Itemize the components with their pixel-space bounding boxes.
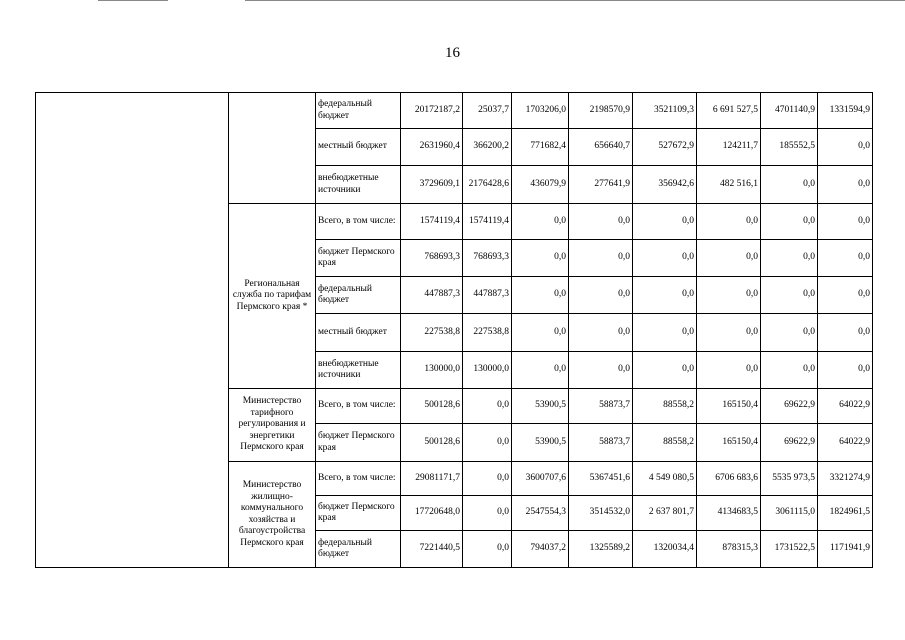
year-amount-cell: 0,0 [697,240,761,277]
table-row [36,93,873,129]
year-amount-cell: 436079,9 [512,166,569,204]
year-amount-cell: 0,0 [569,204,633,240]
funding-source-cell: внебюджетные источники [316,166,401,204]
year-amount-cell: 1574119,4 [463,204,512,240]
funding-source-cell: бюджет Пермского края [316,496,401,531]
funding-source-cell: бюджет Пермского края [316,240,401,277]
year-amount-cell: 58873,7 [569,424,633,462]
year-amount-cell: 527672,9 [633,129,697,166]
year-amount-cell: 88558,2 [633,424,697,462]
year-amount-cell: 878315,3 [697,531,761,568]
total-amount-cell: 29081171,7 [401,462,463,496]
year-amount-cell: 3321274,9 [818,462,873,496]
year-amount-cell: 0,0 [569,314,633,352]
year-amount-cell: 185552,5 [761,129,818,166]
year-amount-cell: 1703206,0 [512,93,569,129]
year-amount-cell: 0,0 [818,204,873,240]
year-amount-cell: 0,0 [818,166,873,204]
year-amount-cell: 1824961,5 [818,496,873,531]
year-amount-cell: 0,0 [569,240,633,277]
year-amount-cell: 5367451,6 [569,462,633,496]
year-amount-cell: 794037,2 [512,531,569,568]
year-amount-cell: 0,0 [512,352,569,389]
year-amount-cell: 3600707,6 [512,462,569,496]
year-amount-cell: 0,0 [512,240,569,277]
year-amount-cell: 768693,3 [463,240,512,277]
year-amount-cell: 0,0 [633,314,697,352]
year-amount-cell: 6706 683,6 [697,462,761,496]
year-amount-cell: 69622,9 [761,389,818,424]
year-amount-cell: 0,0 [569,352,633,389]
budget-table [35,92,873,568]
year-amount-cell: 0,0 [463,424,512,462]
year-amount-cell: 0,0 [463,389,512,424]
scan-top-line-right [245,0,905,1]
year-amount-cell: 0,0 [697,352,761,389]
year-amount-cell: 0,0 [463,462,512,496]
year-amount-cell: 356942,6 [633,166,697,204]
funding-source-cell: Всего, в том числе: [316,462,401,496]
year-amount-cell: 0,0 [761,352,818,389]
year-amount-cell: 165150,4 [697,424,761,462]
year-amount-cell: 2198570,9 [569,93,633,129]
total-amount-cell: 1574119,4 [401,204,463,240]
year-amount-cell: 771682,4 [512,129,569,166]
year-amount-cell: 4701140,9 [761,93,818,129]
year-amount-cell: 130000,0 [463,352,512,389]
year-amount-cell: 0,0 [697,204,761,240]
year-amount-cell: 0,0 [697,277,761,314]
year-amount-cell: 447887,3 [463,277,512,314]
year-amount-cell: 0,0 [818,277,873,314]
year-amount-cell: 0,0 [512,277,569,314]
year-amount-cell: 0,0 [633,204,697,240]
year-amount-cell: 0,0 [818,352,873,389]
year-amount-cell: 0,0 [697,314,761,352]
funding-source-cell: бюджет Пермского края [316,424,401,462]
year-amount-cell: 4134683,5 [697,496,761,531]
year-amount-cell: 0,0 [633,240,697,277]
total-amount-cell: 20172187,2 [401,93,463,129]
year-amount-cell: 0,0 [761,204,818,240]
funding-source-cell: внебюджетные источники [316,352,401,389]
year-amount-cell: 0,0 [818,240,873,277]
year-amount-cell: 0,0 [569,277,633,314]
funding-source-cell: федеральный бюджет [316,93,401,129]
budget-table-body [36,93,873,568]
year-amount-cell: 3514532,0 [569,496,633,531]
total-amount-cell: 500128,6 [401,424,463,462]
year-amount-cell: 0,0 [633,277,697,314]
year-amount-cell: 366200,2 [463,129,512,166]
year-amount-cell: 165150,4 [697,389,761,424]
year-amount-cell: 0,0 [512,204,569,240]
year-amount-cell: 1325589,2 [569,531,633,568]
org-name-cell [229,93,316,204]
total-amount-cell: 2631960,4 [401,129,463,166]
year-amount-cell: 4 549 080,5 [633,462,697,496]
year-amount-cell: 124211,7 [697,129,761,166]
year-amount-cell: 69622,9 [761,424,818,462]
year-amount-cell: 0,0 [761,166,818,204]
year-amount-cell: 0,0 [633,352,697,389]
year-amount-cell: 0,0 [512,314,569,352]
year-amount-cell: 2547554,3 [512,496,569,531]
org-name-cell: Региональная служба по тарифам Пермского края * [229,204,316,389]
year-amount-cell: 277641,9 [569,166,633,204]
year-amount-cell: 656640,7 [569,129,633,166]
funding-source-cell: Всего, в том числе: [316,389,401,424]
org-name-cell: Министерство тарифного регулирования и энергетики Пермского края [229,389,316,462]
funding-source-cell: федеральный бюджет [316,277,401,314]
funding-source-cell: местный бюджет [316,314,401,352]
year-amount-cell: 1731522,5 [761,531,818,568]
year-amount-cell: 3521109,3 [633,93,697,129]
year-amount-cell: 0,0 [761,240,818,277]
org-name-cell: Министерство жилищно-коммунального хозяйства и благоустройства Пермского края [229,462,316,568]
total-amount-cell: 7221440,5 [401,531,463,568]
year-amount-cell: 64022,9 [818,389,873,424]
total-amount-cell: 130000,0 [401,352,463,389]
year-amount-cell: 58873,7 [569,389,633,424]
funding-source-cell: местный бюджет [316,129,401,166]
year-amount-cell: 227538,8 [463,314,512,352]
year-amount-cell: 1171941,9 [818,531,873,568]
total-amount-cell: 17720648,0 [401,496,463,531]
year-amount-cell: 0,0 [818,314,873,352]
year-amount-cell: 2 637 801,7 [633,496,697,531]
total-amount-cell: 447887,3 [401,277,463,314]
blank-left-column [36,93,229,568]
year-amount-cell: 64022,9 [818,424,873,462]
total-amount-cell: 768693,3 [401,240,463,277]
total-amount-cell: 227538,8 [401,314,463,352]
year-amount-cell: 0,0 [761,314,818,352]
year-amount-cell: 2176428,6 [463,166,512,204]
page-number: 16 [445,45,460,61]
year-amount-cell: 482 516,1 [697,166,761,204]
year-amount-cell: 88558,2 [633,389,697,424]
total-amount-cell: 3729609,1 [401,166,463,204]
year-amount-cell: 1320034,4 [633,531,697,568]
year-amount-cell: 53900,5 [512,424,569,462]
year-amount-cell: 5535 973,5 [761,462,818,496]
year-amount-cell: 6 691 527,5 [697,93,761,129]
total-amount-cell: 500128,6 [401,389,463,424]
year-amount-cell: 3061115,0 [761,496,818,531]
year-amount-cell: 25037,7 [463,93,512,129]
year-amount-cell: 1331594,9 [818,93,873,129]
year-amount-cell: 0,0 [761,277,818,314]
scan-top-line-left [98,0,168,1]
funding-source-cell: федеральный бюджет [316,531,401,568]
year-amount-cell: 0,0 [463,531,512,568]
year-amount-cell: 53900,5 [512,389,569,424]
year-amount-cell: 0,0 [463,496,512,531]
funding-source-cell: Всего, в том числе: [316,204,401,240]
year-amount-cell: 0,0 [818,129,873,166]
